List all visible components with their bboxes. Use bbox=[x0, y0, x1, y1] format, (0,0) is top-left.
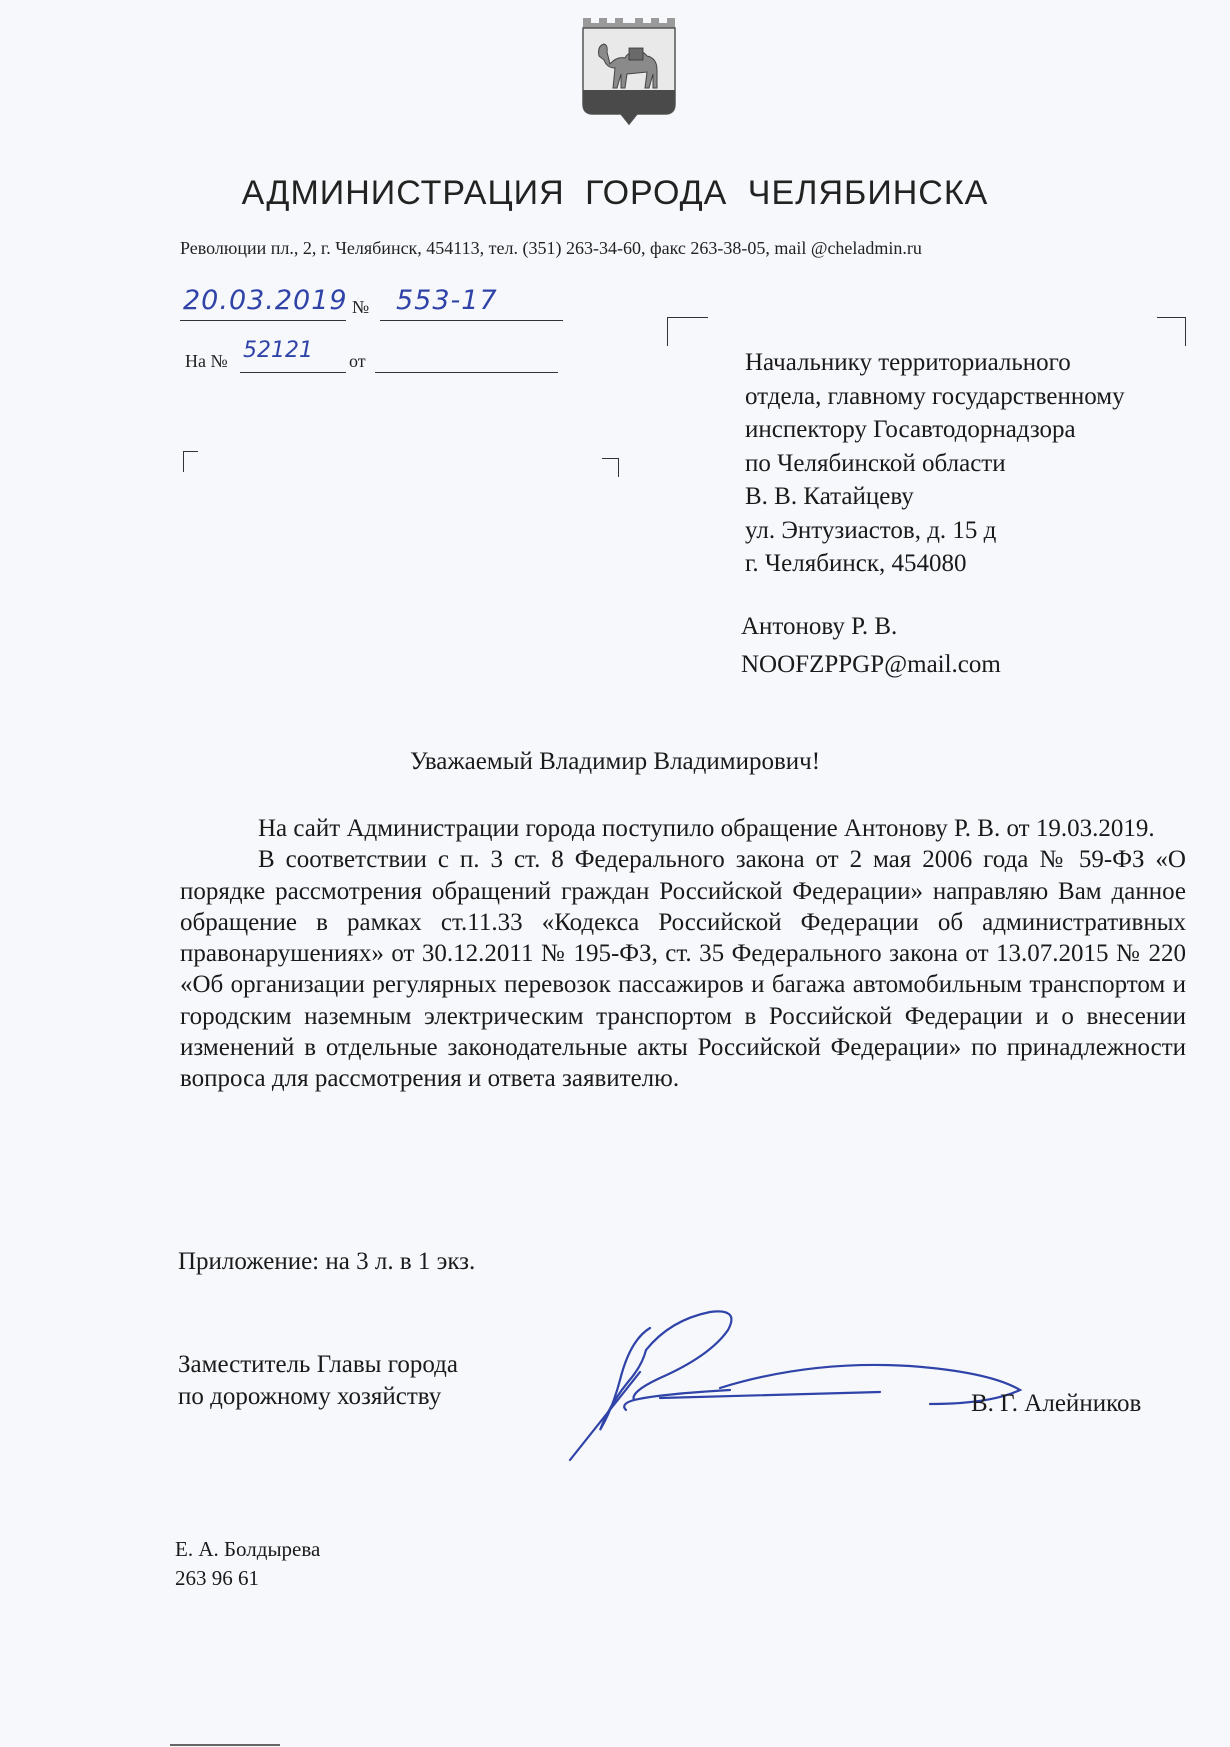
reference-number: 52121 bbox=[243, 338, 313, 363]
second-recipient-name: Антонову Р. В. bbox=[741, 613, 898, 640]
letter-greeting: Уважаемый Владимир Владимирович! bbox=[409, 748, 821, 775]
organization-contacts: Революции пл., 2, г. Челябинск, 454113, тел. (351) 263-34-60, факс 263-38-05, mail @cheladmin.ru bbox=[180, 238, 922, 258]
from-label: от bbox=[349, 351, 366, 371]
number-label: № bbox=[352, 297, 370, 317]
subject-bracket-right bbox=[602, 458, 619, 477]
city-emblem-icon bbox=[577, 16, 681, 128]
executor-block bbox=[175, 1535, 320, 1593]
bottom-edge-mark bbox=[170, 1744, 280, 1746]
from-underline bbox=[375, 372, 558, 373]
executor-name: Е. А. Болдырева bbox=[175, 1537, 321, 1561]
signer-position-line: Заместитель Главы города bbox=[178, 1351, 458, 1378]
executor-phone: 263 96 61 bbox=[175, 1566, 259, 1590]
reference-label: На № bbox=[185, 351, 228, 371]
reference-underline bbox=[240, 372, 346, 373]
outgoing-number: 553-17 bbox=[396, 285, 498, 316]
address-bracket-right bbox=[1157, 317, 1186, 346]
addressee-line: г. Челябинск, 454080 bbox=[745, 550, 967, 577]
handwritten-signature-icon bbox=[550, 1300, 1030, 1470]
organization-title: АДМИНИСТРАЦИЯ ГОРОДА ЧЕЛЯБИНСКА bbox=[241, 174, 989, 212]
addressee-line: отдела, главному государственному bbox=[745, 382, 1125, 410]
subject-bracket-left bbox=[183, 451, 198, 472]
addressee-line: В. В. Катайцеву bbox=[745, 483, 914, 510]
address-bracket-left bbox=[667, 317, 708, 346]
letter-body bbox=[180, 813, 1186, 1095]
signer-name: В. Г. Алейников bbox=[971, 1390, 1142, 1417]
second-recipient-email: NOOFZPPGP@mail.com bbox=[741, 651, 1001, 678]
addressee-line: Начальнику территориального bbox=[745, 349, 1071, 376]
body-paragraph-1: На сайт Администрации города поступило обращение Антонову Р. В. от 19.03.2019. bbox=[258, 815, 1155, 842]
addressee-line: инспектору Госавтодорнадзора bbox=[745, 416, 1076, 443]
outgoing-date: 20.03.2019 bbox=[183, 285, 348, 316]
body-paragraph-2: В соответствии с п. 3 ст. 8 Федерального закона от 2 мая 2006 года № 59-ФЗ «О порядке рассмотрения обращений граждан Российской Федерации» направляю Вам данное обращение в рамках ст.11.33 «Кодекса Российской Федерации об административных правонарушениях» от 30.12.2011 № 195-ФЗ, ст. 35 Федерального закона от 13.07.2015 № 220 «Об организации регулярных перевозок пассажиров и багажа автомобильным транспортом и городским наземным электрическим транспортом в Российской Федерации и о внесении изменений в отдельные законодательные акты Российской Федерации» по принадлежности вопроса для рассмотрения и ответа заявителю. bbox=[180, 846, 1186, 1093]
number-underline bbox=[380, 320, 563, 321]
addressee-line: по Челябинской области bbox=[745, 449, 1006, 477]
attachment-note: Приложение: на 3 л. в 1 экз. bbox=[178, 1248, 476, 1275]
addressee-block bbox=[745, 346, 1125, 581]
signer-position-line: по дорожному хозяйству bbox=[178, 1383, 442, 1410]
second-recipient-block bbox=[741, 608, 1001, 684]
addressee-line: ул. Энтузиастов, д. 15 д bbox=[745, 516, 997, 544]
signer-position bbox=[178, 1349, 458, 1413]
date-underline bbox=[180, 320, 346, 321]
